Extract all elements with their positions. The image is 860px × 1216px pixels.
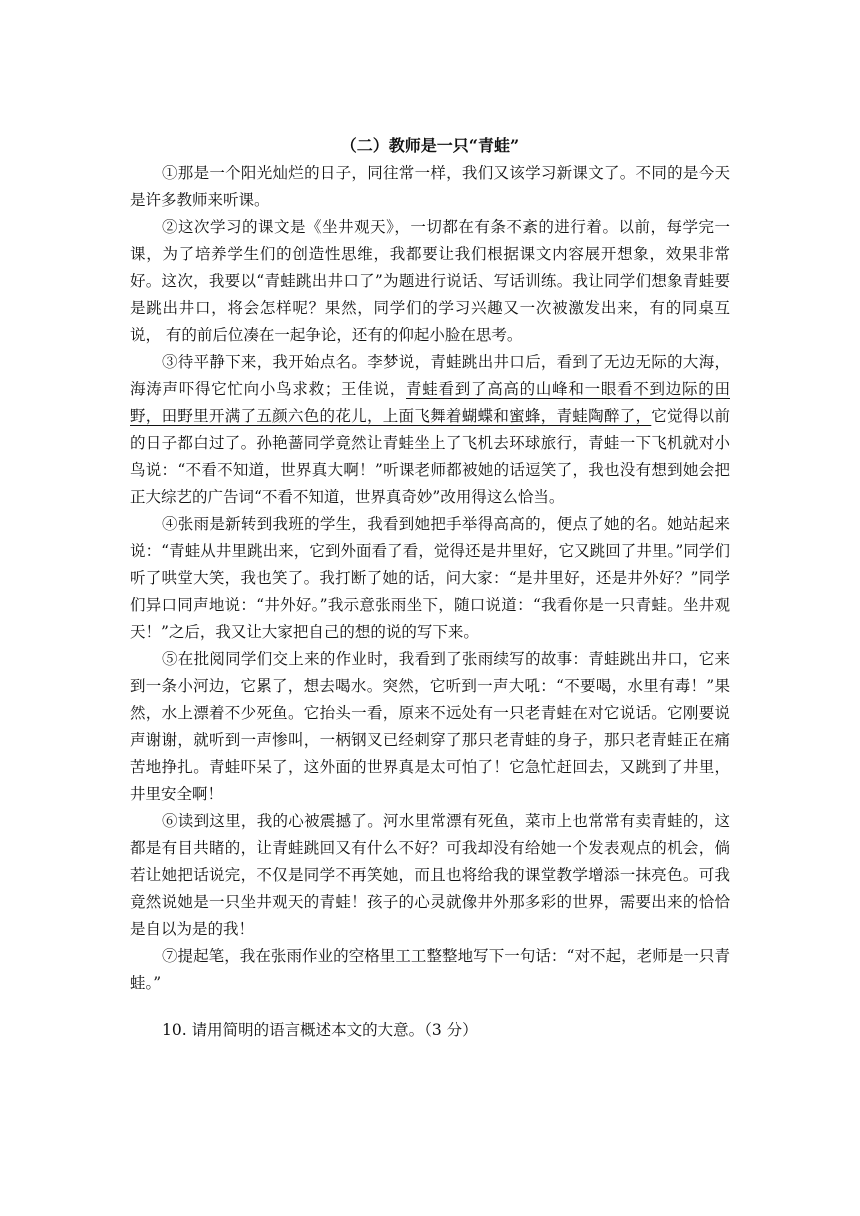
paragraph-3-part-b: 它觉得以前的日子都白过了。孙艳蔷同学竟然让青蛙坐上了飞机去环球旅行，青蛙一下飞机就对小鸟说：“不看不知道，世界真大啊！”听课老师都被她的话逗笑了，我也没有想到她会把正大综艺的广告词“不看不知道，世界真奇妙”改用得这么恰当。 — [130, 407, 730, 506]
passage-body — [130, 160, 730, 997]
paragraph-5: ⑤在批阅同学们交上来的作业时，我看到了张雨续写的故事：青蛙跳出井口，它来到一条小河边，它累了，想去喝水。突然，它听到一声大吼：“不要喝，水里有毒！”果然，水上漂着不少死鱼。它抬头一看，原来不远处有一只老青蛙在对它说话。它刚要说声谢谢，就听到一声惨叫，一柄钢叉已经刺穿了那只老青蛙的身子，那只老青蛙正在痛苦地挣扎。青蛙吓呆了，这外面的世界真是太可怕了！它急忙赶回去，又跳到了井里，井里安全啊！ — [130, 650, 730, 803]
paragraph-1: ①那是一个阳光灿烂的日子，同往常一样，我们又该学习新课文了。不同的是今天是许多教师来听课。 — [130, 164, 730, 209]
underlined-sentence: 青蛙看到了高高的山峰和一眼看不到边际的田野，田野里开满了五颜六色的花儿，上面飞舞着蝴蝶和蜜蜂，青蛙陶醉了， — [130, 380, 730, 425]
paragraph-3 — [130, 349, 730, 511]
paragraph-3-part-a: ③待平静下来，我开始点名。李梦说，青蛙跳出井口后，看到了无边无际的大海，海涛声吓得它忙向小鸟求救；王佳说， — [130, 353, 730, 398]
paragraph-6: ⑥读到这里，我的心被震撼了。河水里常漂有死鱼，菜市上也常常有卖青蛙的，这都是有目共睹的，让青蛙跳回又有什么不好？可我却没有给她一个发表观点的机会，倘若让她把话说完，不仅是同学不再笑她，而且也将给我的课堂教学增添一抹亮色。可我竟然说她是一只坐井观天的青蛙！孩子的心灵就像井外那多彩的世界，需要出来的恰恰是自以为是的我！ — [130, 812, 730, 938]
paragraph-4: ④张雨是新转到我班的学生，我看到她把手举得高高的，便点了她的名。她站起来说：“青蛙从井里跳出来，它到外面看了看，觉得还是井里好，它又跳回了井里。”同学们听了哄堂大笑，我也笑了。我打断了她的话，问大家：“是井里好，还是井外好？”同学们异口同声地说：“井外好。”我示意张雨坐下，随口说道：“我看你是一只青蛙。坐井观天！”之后，我又让大家把自己的想的说的写下来。 — [130, 515, 730, 641]
passage-title: （二）教师是一只“青蛙” — [340, 136, 520, 155]
paragraph-7: ⑦提起笔，我在张雨作业的空格里工工整整地写下一句话：“对不起，老师是一只青蛙。” — [130, 947, 730, 992]
question-10: 10. 请用简明的语言概述本文的大意。（3 分） — [162, 1021, 478, 1039]
paragraph-2: ②这次学习的课文是《坐井观天》，一切都在有条不紊的进行着。以前，每学完一课，为了培养学生们的创造性思维，我都要让我们根据课文内容展开想象，效果非常好。这次，我要以“青蛙跳出井口了”为题进行说话、写话训练。我让同学们想象青蛙要是跳出井口，将会怎样呢？果然，同学们的学习兴趣又一次被激发出来，有的同桌互说， 有的前后位凑在一起争论，还有的仰起小脸在思考。 — [130, 218, 730, 344]
